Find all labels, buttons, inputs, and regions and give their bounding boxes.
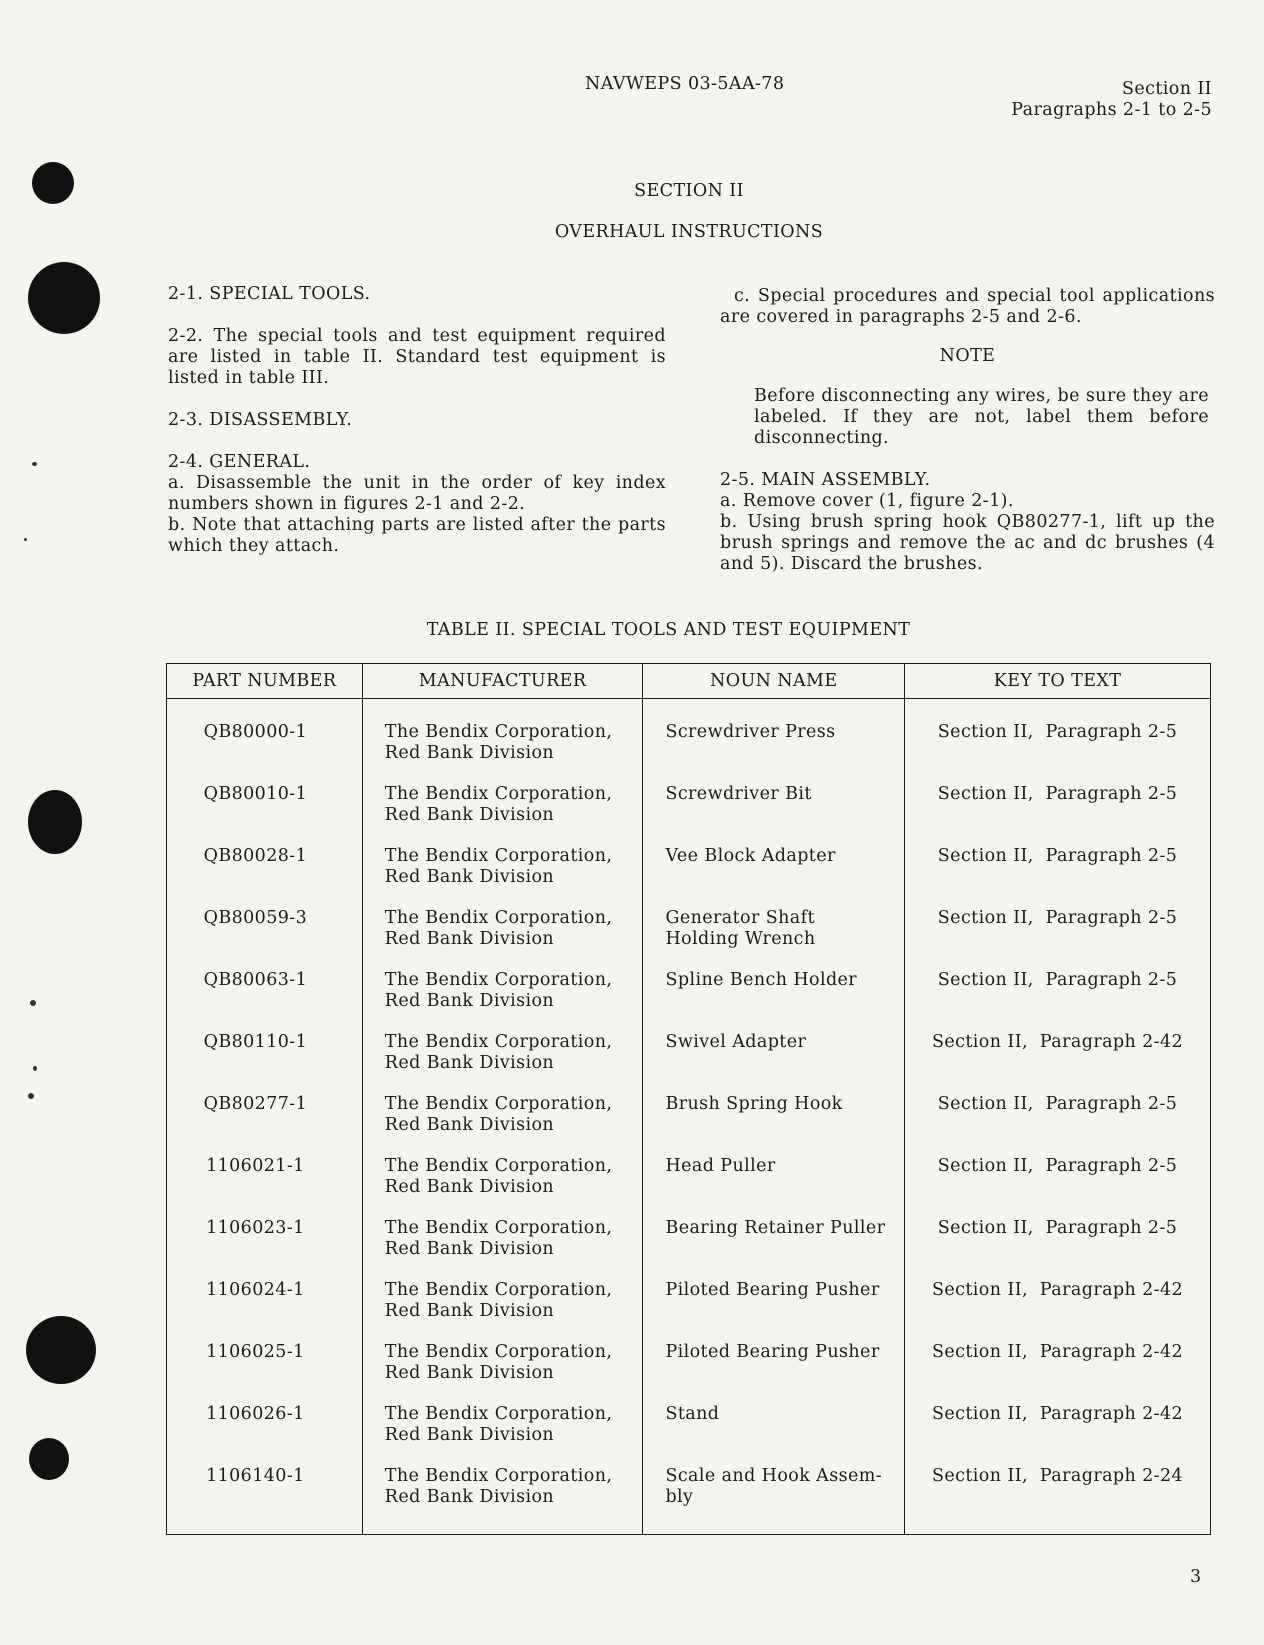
cell-part-number: 1106025-1 <box>167 1342 363 1404</box>
table-row <box>167 1280 1211 1342</box>
manufacturer-line-1: The Bendix Corporation, <box>384 1465 613 1486</box>
table-row <box>167 784 1211 846</box>
manufacturer-line-1: The Bendix Corporation, <box>384 1093 613 1114</box>
noun-line-1: Piloted Bearing Pusher <box>665 1341 880 1362</box>
table-row <box>167 1094 1211 1156</box>
noun-line-2: Holding Wrench <box>665 928 816 949</box>
table-row <box>167 1404 1211 1466</box>
manufacturer-line-2: Red Bank Division <box>384 1362 555 1383</box>
header-manufacturer: MANUFACTURER <box>362 664 643 699</box>
cell-manufacturer <box>362 1094 643 1156</box>
note-heading: NOTE <box>939 346 996 366</box>
noun-line-1: Generator Shaft <box>665 907 815 928</box>
cell-part-number: 1106026-1 <box>167 1404 363 1466</box>
table-row <box>167 1342 1211 1404</box>
speck <box>24 538 27 541</box>
cell-noun-name <box>643 970 905 1032</box>
cell-manufacturer <box>362 1466 643 1535</box>
cell-key-to-text: Section II, Paragraph 2-5 <box>905 1156 1211 1218</box>
noun-line-1: Bearing Retainer Puller <box>665 1217 886 1238</box>
manufacturer-line-1: The Bendix Corporation, <box>384 1155 613 1176</box>
cell-manufacturer <box>362 1404 643 1466</box>
cell-key-to-text: Section II, Paragraph 2-5 <box>905 699 1211 784</box>
manufacturer-line-1: The Bendix Corporation, <box>384 1279 613 1300</box>
manufacturer-line-1: The Bendix Corporation, <box>384 845 613 866</box>
cell-key-to-text: Section II, Paragraph 2-42 <box>905 1342 1211 1404</box>
cell-noun-name <box>643 699 905 784</box>
cell-manufacturer <box>362 699 643 784</box>
manufacturer-line-1: The Bendix Corporation, <box>384 1341 613 1362</box>
manufacturer-line-1: The Bendix Corporation, <box>384 783 613 804</box>
left-column <box>168 284 666 557</box>
paragraph-2-5-heading: 2-5. MAIN ASSEMBLY. <box>720 470 931 490</box>
table-row <box>167 846 1211 908</box>
manufacturer-line-2: Red Bank Division <box>384 804 555 825</box>
noun-line-1: Vee Block Adapter <box>665 845 836 866</box>
paragraph-2-4-a: a. Disassemble the unit in the order of key index numbers shown in figures 2-1 and 2-2. <box>168 473 666 514</box>
header-section: Section II <box>1122 79 1212 99</box>
table-row <box>167 1466 1211 1535</box>
noun-line-1: Head Puller <box>665 1155 776 1176</box>
cell-part-number: 1106024-1 <box>167 1280 363 1342</box>
cell-key-to-text: Section II, Paragraph 2-42 <box>905 1280 1211 1342</box>
table-row <box>167 908 1211 970</box>
special-tools-table <box>166 663 1211 1535</box>
cell-noun-name <box>643 784 905 846</box>
cell-manufacturer <box>362 1032 643 1094</box>
table-row <box>167 1032 1211 1094</box>
cell-key-to-text: Section II, Paragraph 2-42 <box>905 1032 1211 1094</box>
cell-manufacturer <box>362 1342 643 1404</box>
page-number: 3 <box>1190 1567 1202 1587</box>
cell-noun-name <box>643 1342 905 1404</box>
manufacturer-line-2: Red Bank Division <box>384 990 555 1011</box>
cell-key-to-text: Section II, Paragraph 2-5 <box>905 784 1211 846</box>
cell-part-number: QB80000-1 <box>167 699 363 784</box>
cell-key-to-text: Section II, Paragraph 2-5 <box>905 970 1211 1032</box>
cell-part-number: QB80110-1 <box>167 1032 363 1094</box>
speck <box>30 1000 36 1006</box>
cell-part-number: QB80028-1 <box>167 846 363 908</box>
cell-noun-name <box>643 1094 905 1156</box>
noun-line-1: Scale and Hook Assem- <box>665 1465 883 1486</box>
manufacturer-line-2: Red Bank Division <box>384 1300 555 1321</box>
cell-noun-name <box>643 1218 905 1280</box>
paragraph-2-3-heading: 2-3. DISASSEMBLY. <box>168 410 353 430</box>
noun-line-1: Brush Spring Hook <box>665 1093 843 1114</box>
manufacturer-line-2: Red Bank Division <box>384 743 555 763</box>
manufacturer-line-1: The Bendix Corporation, <box>384 1403 613 1424</box>
cell-key-to-text: Section II, Paragraph 2-24 <box>905 1466 1211 1535</box>
header-key-to-text: KEY TO TEXT <box>905 664 1211 699</box>
paragraph-2-5-a: a. Remove cover (1, figure 2-1). <box>720 491 1014 511</box>
table-title: TABLE II. SPECIAL TOOLS AND TEST EQUIPMENT <box>426 620 911 640</box>
cell-key-to-text: Section II, Paragraph 2-5 <box>905 908 1211 970</box>
cell-manufacturer <box>362 1280 643 1342</box>
manufacturer-line-1: The Bendix Corporation, <box>384 969 613 990</box>
table-row <box>167 970 1211 1032</box>
header-part-number: PART NUMBER <box>167 664 363 699</box>
cell-part-number: QB80059-3 <box>167 908 363 970</box>
cell-key-to-text: Section II, Paragraph 2-5 <box>905 1094 1211 1156</box>
cell-manufacturer <box>362 1156 643 1218</box>
cell-manufacturer <box>362 908 643 970</box>
document-number: NAVWEPS 03-5AA-78 <box>585 74 785 94</box>
right-column <box>720 286 1215 575</box>
speck <box>32 462 37 466</box>
paragraph-2-5-b: b. Using brush spring hook QB80277-1, lift up the brush springs and remove the ac and dc brushes (4 and 5). Discard the brushes. <box>720 512 1215 574</box>
cell-part-number: 1106140-1 <box>167 1466 363 1535</box>
binder-hole <box>29 1438 69 1480</box>
noun-line-1: Stand <box>665 1403 720 1424</box>
manufacturer-line-1: The Bendix Corporation, <box>384 1031 613 1052</box>
cell-key-to-text: Section II, Paragraph 2-5 <box>905 1218 1211 1280</box>
section-title: SECTION II <box>634 181 744 201</box>
paragraph-2-4-c: c. Special procedures and special tool applications are covered in paragraphs 2-5 and 2-6. <box>720 286 1215 327</box>
noun-line-1: Screwdriver Press <box>665 722 836 742</box>
binder-hole <box>26 1316 96 1384</box>
paragraph-2-1-heading: 2-1. SPECIAL TOOLS. <box>168 284 371 304</box>
manufacturer-line-2: Red Bank Division <box>384 1114 555 1135</box>
manufacturer-line-2: Red Bank Division <box>384 1176 555 1197</box>
paragraph-2-4-heading: 2-4. GENERAL. <box>168 452 311 472</box>
manufacturer-line-2: Red Bank Division <box>384 1052 555 1073</box>
header-right <box>1011 79 1212 121</box>
cell-noun-name <box>643 1156 905 1218</box>
cell-key-to-text: Section II, Paragraph 2-42 <box>905 1404 1211 1466</box>
noun-line-1: Swivel Adapter <box>665 1031 807 1052</box>
cell-noun-name <box>643 1404 905 1466</box>
cell-part-number: QB80277-1 <box>167 1094 363 1156</box>
table-row <box>167 699 1211 784</box>
paragraph-2-2: 2-2. The special tools and test equipment required are listed in table II. Standard test equipment is listed in table III. <box>168 326 666 388</box>
noun-line-2: bly <box>665 1486 694 1507</box>
cell-noun-name <box>643 1280 905 1342</box>
speck <box>33 1066 37 1071</box>
binder-hole <box>28 262 100 334</box>
header-paragraphs: Paragraphs 2-1 to 2-5 <box>1011 100 1212 120</box>
binder-hole <box>28 790 82 854</box>
manufacturer-line-2: Red Bank Division <box>384 1486 555 1507</box>
table-row <box>167 1218 1211 1280</box>
cell-manufacturer <box>362 846 643 908</box>
cell-part-number: QB80063-1 <box>167 970 363 1032</box>
note-body: Before disconnecting any wires, be sure they are labeled. If they are not, label them before disconnecting. <box>754 386 1209 448</box>
manufacturer-line-1: The Bendix Corporation, <box>384 722 613 742</box>
section-subtitle: OVERHAUL INSTRUCTIONS <box>554 222 824 242</box>
cell-manufacturer <box>362 1218 643 1280</box>
cell-noun-name <box>643 908 905 970</box>
manufacturer-line-2: Red Bank Division <box>384 866 555 887</box>
manufacturer-line-2: Red Bank Division <box>384 928 555 949</box>
speck <box>28 1093 34 1099</box>
manufacturer-line-2: Red Bank Division <box>384 1238 555 1259</box>
noun-line-1: Piloted Bearing Pusher <box>665 1279 880 1300</box>
cell-noun-name <box>643 1032 905 1094</box>
table-header-row <box>167 664 1211 699</box>
cell-manufacturer <box>362 970 643 1032</box>
noun-line-1: Screwdriver Bit <box>665 783 812 804</box>
manufacturer-line-1: The Bendix Corporation, <box>384 907 613 928</box>
manufacturer-line-1: The Bendix Corporation, <box>384 1217 613 1238</box>
cell-part-number: QB80010-1 <box>167 784 363 846</box>
noun-line-1: Spline Bench Holder <box>665 969 858 990</box>
cell-manufacturer <box>362 784 643 846</box>
cell-part-number: 1106023-1 <box>167 1218 363 1280</box>
cell-key-to-text: Section II, Paragraph 2-5 <box>905 846 1211 908</box>
table-row <box>167 1156 1211 1218</box>
paragraph-2-4-b: b. Note that attaching parts are listed after the parts which they attach. <box>168 515 666 556</box>
cell-noun-name <box>643 1466 905 1535</box>
cell-part-number: 1106021-1 <box>167 1156 363 1218</box>
manufacturer-line-2: Red Bank Division <box>384 1424 555 1445</box>
header-noun-name: NOUN NAME <box>643 664 905 699</box>
cell-noun-name <box>643 846 905 908</box>
